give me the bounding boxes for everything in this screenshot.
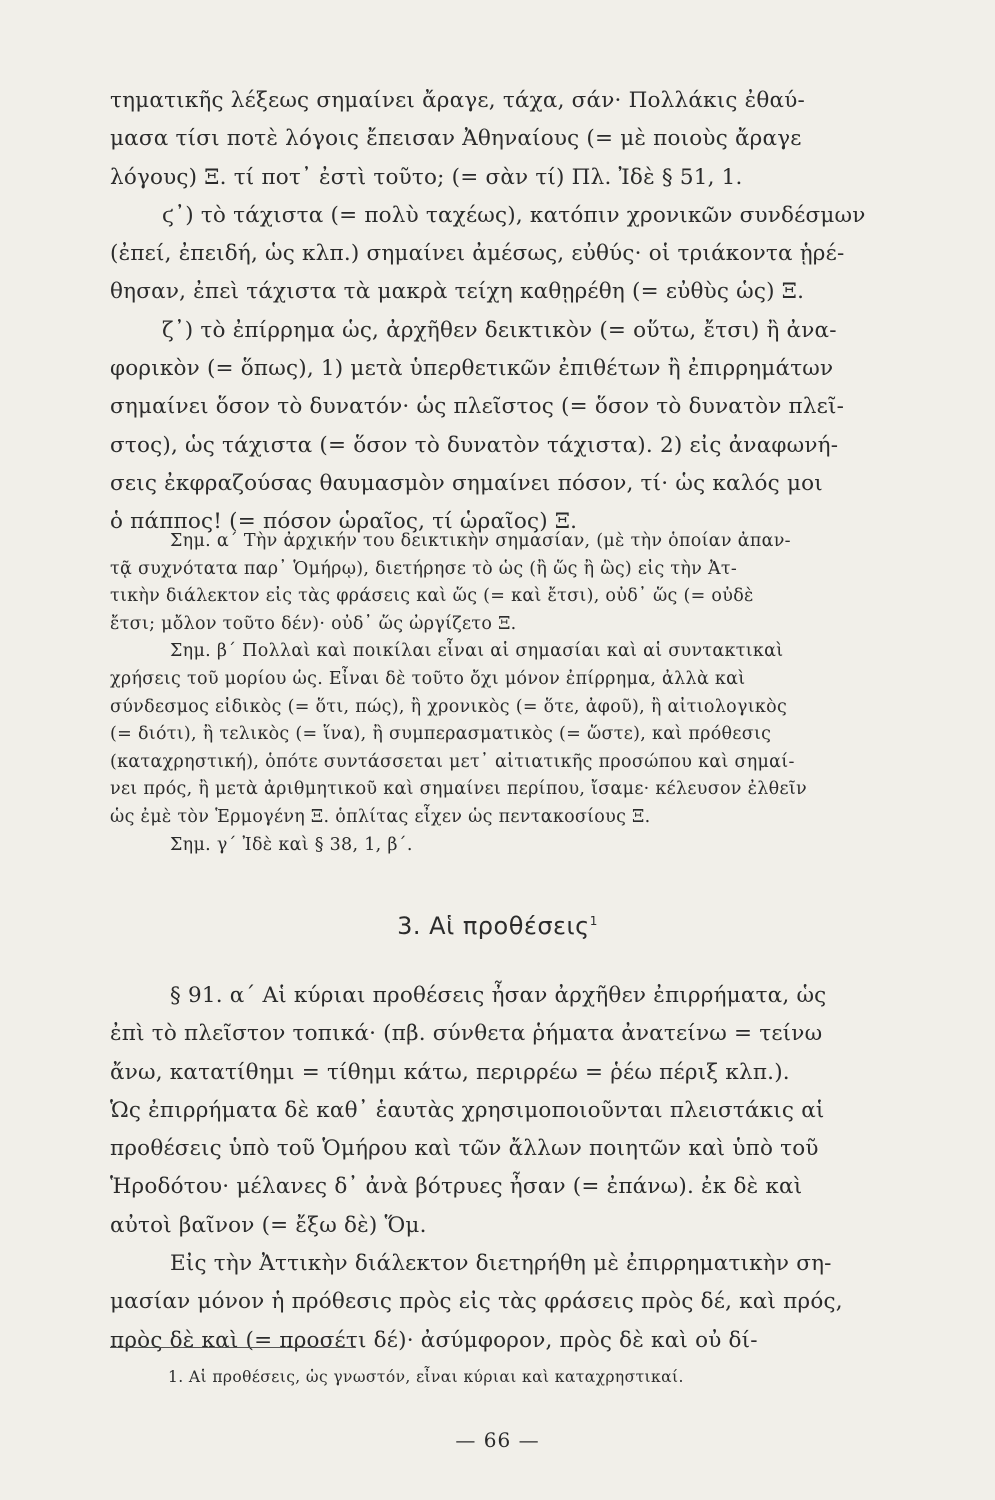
text-line: αὐτοὶ βαῖνον (= ἔξω δὲ) Ὅμ. <box>110 1212 427 1238</box>
note-line: χρήσεις τοῦ μορίου ὡς. Εἶναι δὲ τοῦτο ὄχι μόνον ἐπίρρημα, ἀλλὰ καὶ <box>110 668 746 689</box>
text-line: Ὡς ἐπιρρήματα δὲ καθ᾽ ἑαυτὰς χρησιμοποιοῦνται πλειστάκις αἱ <box>110 1097 825 1123</box>
note-line: νει πρός, ἢ μετὰ ἀριθμητικοῦ καὶ σημαίνει περίπου, ἴσαμε· κέλευσον ἐλθεῖν <box>110 779 807 800</box>
text-line: Εἰς τὴν Ἀττικὴν διάλεκτον διετηρήθη μὲ ἐπιρρηματικὴν ση- <box>170 1251 832 1277</box>
text-line: σημαίνει ὅσον τὸ δυνατόν· ὡς πλεῖστος (= ὅσον τὸ δυνατὸν πλεῖ- <box>110 394 845 420</box>
note-line: (= διότι), ἢ τελικὸς (= ἵνα), ἢ συμπερασματικὸς (= ὥστε), καὶ πρόθεσις <box>110 724 772 745</box>
text-line: § 91. α΄ Αἱ κύριαι προθέσεις ἦσαν ἀρχῆθεν ἐπιρρήματα, ὡς <box>170 983 827 1008</box>
text-line: μασίαν μόνον ἡ πρόθεσις πρὸς εἰς τὰς φράσεις πρὸς δέ, καὶ πρός, <box>110 1289 843 1315</box>
text-line: προθέσεις ὑπὸ τοῦ Ὁμήρου καὶ τῶν ἄλλων ποιητῶν καὶ ὑπὸ τοῦ <box>110 1136 819 1162</box>
note-line: Σημ. γ΄ Ἰδὲ καὶ § 38, 1, β΄. <box>170 834 413 855</box>
note-line: ἔτσι; μὄλον τοῦτο δέν)· οὐδ᾽ ὥς ὠργίζετο Ξ. <box>110 613 517 634</box>
text-line: σεις ἐκφραζούσας θαυμασμὸν σημαίνει πόσον, τί· ὡς καλός μοι <box>110 470 823 496</box>
footnote-marker: 1 <box>589 914 598 928</box>
note-line: τᾷ συχνότατα παρ᾽ Ὁμήρῳ), διετήρησε τὸ ὡς (ἢ ὥς ἢ ὣς) εἰς τὴν Ἀτ- <box>110 558 738 579</box>
section-heading-text: 3. Αἱ προθέσεις <box>397 912 590 940</box>
notes-section <box>110 528 895 859</box>
text-line: Ἡροδότου· μέλανες δ᾽ ἀνὰ βότρυες ἦσαν (= ἐπάνω). ἐκ δὲ καὶ <box>110 1174 803 1200</box>
top-paragraphs <box>110 82 895 542</box>
page-number: — 66 — <box>455 1428 540 1452</box>
section-heading <box>0 912 995 940</box>
text-line: ζ᾽) τὸ ἐπίρρημα ὡς, ἀρχῆθεν δεικτικὸν (= οὕτω, ἔτσι) ἢ ἀνα- <box>162 317 837 343</box>
text-line: πρὸς δὲ καὶ (= προσέτι δέ)· ἀσύμφορον, πρὸς δὲ καὶ οὐ δί- <box>110 1327 758 1353</box>
note-line: σύνδεσμος εἰδικὸς (= ὅτι, πώς), ἢ χρονικὸς (= ὅτε, ἀφοῦ), ἢ αἰτιολογικὸς <box>110 696 788 717</box>
text-line: ἐπὶ τὸ πλεῖστον τοπικά· (πβ. σύνθετα ῥήματα ἀνατείνω = τείνω <box>110 1021 823 1047</box>
note-line: Σημ. β΄ Πολλαὶ καὶ ποικίλαι εἶναι αἱ σημασίαι καὶ αἱ συντακτικαὶ <box>170 641 784 662</box>
note-line: τικὴν διάλεκτον εἰς τὰς φράσεις καὶ ὥς (= καὶ ἔτσι), οὐδ᾽ ὥς (= οὐδὲ <box>110 586 754 607</box>
text-line: ὁ πάππος! (= πόσον ὡραῖος, τί ὡραῖος) Ξ. <box>110 509 578 535</box>
text-line: θησαν, ἐπεὶ τάχιστα τὰ μακρὰ τείχη καθῃρέθη (= εὐθὺς ὡς) Ξ. <box>110 279 805 305</box>
note-line: (καταχρηστική), ὁπότε συντάσσεται μετ᾽ αἰτιατικῆς προσώπου καὶ σημαί- <box>110 751 795 772</box>
text-line: στος), ὡς τάχιστα (= ὅσον τὸ δυνατὸν τάχιστα). 2) εἰς ἀναφωνή- <box>110 432 839 458</box>
text-line: ἄνω, κατατίθημι = τίθημι κάτω, περιρρέω = ῥέω πέριξ κλπ.). <box>110 1059 790 1085</box>
note-line: ὡς ἐμὲ τὸν Ἑρμογένη Ξ. ὁπλίτας εἶχεν ὡς πεντακοσίους Ξ. <box>110 806 651 827</box>
text-line: (ἐπεί, ἐπειδή, ὡς κλπ.) σημαίνει ἀμέσως, εὐθύς· οἱ τριάκοντα ᾑρέ- <box>110 241 845 267</box>
text-line: τηματικῆς λέξεως σημαίνει ἄραγε, τάχα, σάν· Πολλάκις ἐθαύ- <box>110 88 805 113</box>
footnote-rule <box>110 1347 356 1348</box>
footnote: 1. Αἱ προθέσεις, ὡς γνωστόν, εἶναι κύριαι καὶ καταχρηστικαί. <box>168 1368 684 1386</box>
text-line: φορικὸν (= ὅπως), 1) μετὰ ὑπερθετικῶν ἐπιθέτων ἢ ἐπιρρημάτων <box>110 356 834 382</box>
text-line: μασα τίσι ποτὲ λόγοις ἔπεισαν Ἀθηναίους (= μὲ ποιοὺς ἄραγε <box>110 126 802 152</box>
text-line: λόγους) Ξ. τί ποτ᾽ ἐστὶ τοῦτο; (= σὰν τί) Πλ. Ἰδὲ § 51, 1. <box>110 164 743 190</box>
note-line: Σημ. α΄ Τὴν ἀρχικήν του δεικτικὴν σημασίαν, (μὲ τὴν ὁποίαν ἀπαν- <box>170 531 791 551</box>
section-91-paragraphs <box>110 977 895 1360</box>
text-line: ϛ᾽) τὸ τάχιστα (= πολὺ ταχέως), κατόπιν χρονικῶν συνδέσμων <box>162 202 866 228</box>
